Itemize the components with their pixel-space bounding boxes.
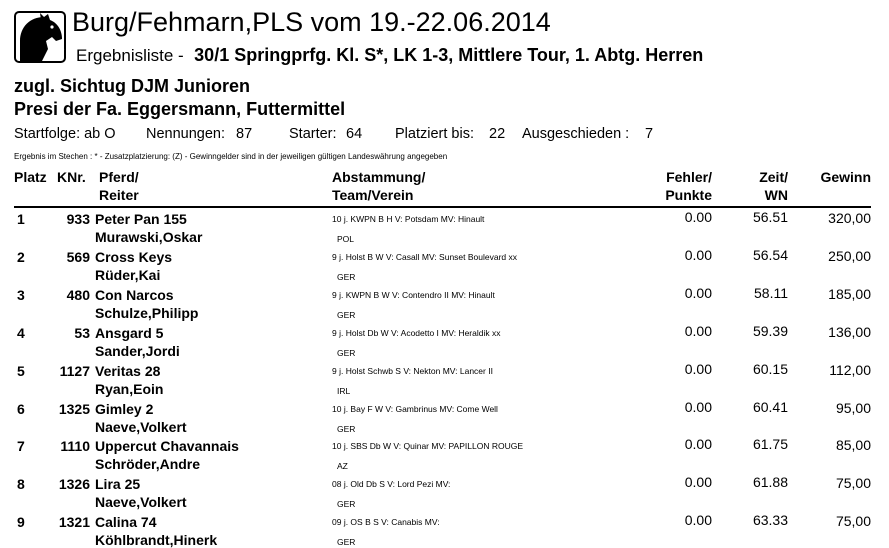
row-team: GER (337, 309, 356, 320)
ausgeschieden-label: Ausgeschieden : (522, 126, 630, 142)
col-knr: KNr. (57, 169, 86, 185)
row-platz: 6 (17, 400, 25, 417)
list-label: Ergebnisliste - (76, 46, 184, 65)
col-zeit: Zeit/ (759, 169, 788, 185)
row-abstammung: 9 j. Holst B W V: Casall MV: Sunset Boulevard xx (332, 251, 518, 262)
row-fehler: 0.00 (684, 360, 712, 377)
row-gewinn: 75,00 (835, 475, 871, 492)
sponsor-line: Presi der Fa. Eggersmann, Futtermittel (14, 99, 346, 119)
row-team: IRL (337, 385, 351, 396)
row-abstammung: 9 j. KWPN B W V: Contendro II MV: Hinault (332, 289, 495, 300)
row-reiter: Naeve,Volkert (95, 494, 187, 511)
row-pferd: Veritas 28 (95, 362, 161, 379)
row-abstammung: 08 j. Old Db S V: Lord Pezi MV: (332, 479, 451, 490)
row-knr: 1325 (58, 400, 90, 417)
row-team: GER (337, 423, 356, 434)
col-reiter: Reiter (99, 187, 139, 203)
row-zeit: 58.11 (754, 284, 788, 301)
row-knr: 1326 (58, 476, 90, 493)
col-platz: Platz (14, 169, 47, 185)
competition-subtitle: zugl. Sichtug DJM Junioren (14, 76, 251, 96)
logo-text: FN (49, 48, 64, 60)
row-reiter: Murawski,Oskar (95, 229, 203, 245)
row-knr: 569 (66, 248, 90, 265)
row-team: GER (337, 537, 356, 548)
competition-name: 30/1 Springprfg. Kl. S*, LK 1-3, Mittlere Tour, 1. Abtg. Herren (194, 45, 704, 65)
row-reiter: Schröder,Andre (95, 456, 201, 473)
platziert-label: Platziert bis: (395, 126, 474, 142)
row-platz: 4 (17, 324, 25, 341)
row-reiter: Sander,Jordi (95, 342, 180, 359)
row-gewinn: 185,00 (828, 285, 871, 302)
row-fehler: 0.00 (684, 398, 712, 415)
header-divider (14, 206, 871, 208)
col-wn: WN (764, 187, 788, 203)
col-team: Team/Verein (332, 187, 414, 203)
fn-logo (14, 11, 66, 63)
row-pferd: Uppercut Chavannais (95, 438, 239, 455)
row-reiter: Schulze,Philipp (95, 304, 199, 321)
row-pferd: Gimley 2 (95, 400, 154, 417)
row-knr: 1127 (59, 362, 90, 379)
row-team: POL (337, 234, 355, 244)
row-zeit: 59.39 (752, 322, 788, 339)
row-zeit: 56.51 (752, 209, 788, 225)
nennungen-value: 87 (236, 126, 253, 142)
row-abstammung: 9 j. Holst Schwb S V: Nekton MV: Lancer II (332, 365, 493, 376)
row-team: GER (337, 271, 356, 282)
starter-value: 64 (346, 126, 363, 142)
row-gewinn: 320,00 (828, 210, 871, 226)
row-gewinn: 112,00 (829, 361, 871, 378)
row-abstammung: 10 j. Bay F W V: Gambrinus MV: Come Well (332, 403, 498, 414)
col-abstammung: Abstammung/ (332, 169, 426, 185)
row-team: AZ (337, 461, 348, 472)
row-pferd: Peter Pan 155 (95, 211, 187, 227)
row-platz: 9 (17, 514, 25, 531)
nennungen-label: Nennungen: (146, 126, 226, 142)
row-fehler: 0.00 (684, 284, 712, 301)
row-gewinn: 95,00 (835, 399, 871, 416)
row-knr: 480 (66, 286, 90, 303)
row-platz: 2 (17, 248, 25, 265)
ausgeschieden-value: 7 (645, 126, 654, 142)
row-knr: 53 (74, 324, 90, 341)
row-platz: 8 (17, 476, 25, 493)
platziert-value: 22 (489, 126, 506, 142)
row-gewinn: 85,00 (835, 437, 871, 454)
competition-line (76, 45, 703, 66)
row-fehler: 0.00 (684, 436, 712, 453)
row-knr: 1110 (60, 438, 90, 455)
row-pferd: Lira 25 (95, 476, 141, 493)
row-platz: 3 (17, 286, 25, 303)
row-fehler: 0.00 (684, 209, 712, 225)
row-gewinn: 250,00 (828, 247, 871, 264)
col-gewinn: Gewinn (820, 169, 871, 185)
row-abstammung: 10 j. SBS Db W V: Quinar MV: PAPILLON ROUGE (332, 441, 523, 452)
result-note: Ergebnis im Stechen : * - Zusatzplatzierung: (Z) - Gewinngelder sind in der jeweiligen gültigen Landeswährung angegeben (14, 152, 448, 161)
row-zeit: 56.54 (752, 246, 788, 263)
row-knr: 933 (66, 211, 90, 227)
row-pferd: Con Narcos (95, 286, 174, 303)
col-pferd: Pferd/ (99, 169, 139, 185)
row-fehler: 0.00 (684, 512, 712, 529)
startfolge: Startfolge: ab O (14, 126, 116, 142)
row-abstammung: 10 j. KWPN B H V: Potsdam MV: Hinault (332, 214, 485, 224)
row-reiter: Naeve,Volkert (95, 418, 187, 435)
row-zeit: 61.75 (752, 436, 788, 453)
row-zeit: 60.15 (752, 360, 788, 377)
row-pferd: Calina 74 (95, 514, 157, 531)
row-zeit: 61.88 (752, 474, 788, 491)
row-fehler: 0.00 (684, 474, 712, 491)
row-reiter: Ryan,Eoin (95, 380, 164, 397)
row-team: GER (337, 499, 356, 510)
starter-label: Starter: (289, 126, 337, 142)
page-title: Burg/Fehmarn,PLS vom 19.-22.06.2014 (72, 7, 551, 37)
row-abstammung: 09 j. OS B S V: Canabis MV: (332, 517, 440, 528)
row-fehler: 0.00 (684, 322, 712, 339)
row-gewinn: 136,00 (828, 323, 871, 340)
row-platz: 5 (17, 362, 25, 379)
row-reiter: Köhlbrandt,Hinerk (95, 532, 218, 548)
row-fehler: 0.00 (684, 246, 712, 263)
row-pferd: Ansgard 5 (95, 324, 164, 341)
col-fehler: Fehler/ (666, 169, 712, 185)
row-abstammung: 9 j. Holst Db W V: Acodetto I MV: Heraldik xx (332, 327, 501, 338)
row-zeit: 60.41 (752, 398, 788, 415)
col-punkte: Punkte (665, 187, 712, 203)
row-pferd: Cross Keys (95, 248, 173, 265)
row-knr: 1321 (58, 514, 90, 531)
row-reiter: Rüder,Kai (95, 266, 161, 283)
row-gewinn: 75,00 (835, 513, 871, 530)
row-team: GER (337, 347, 356, 358)
row-platz: 1 (17, 211, 25, 227)
row-zeit: 63.33 (752, 512, 788, 529)
row-platz: 7 (17, 438, 25, 455)
